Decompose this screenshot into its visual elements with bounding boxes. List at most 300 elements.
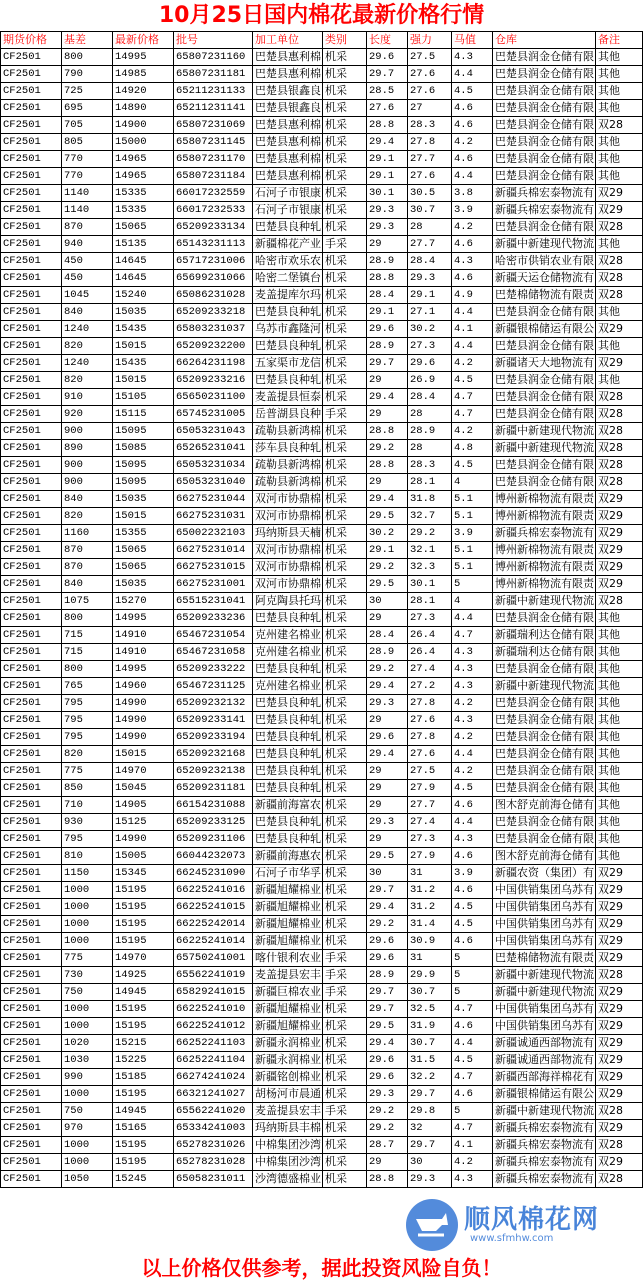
cell-futures-price: CF2501 [1,984,62,1001]
cell-basis: 770 [62,151,113,168]
cell-basis: 1240 [62,355,113,372]
table-row [1,134,643,151]
table-row [1,372,643,389]
cell-latest-price: 15125 [113,814,174,831]
cell-latest-price: 14970 [113,763,174,780]
table-header-row [1,32,643,49]
cell-category: 机采 [323,814,367,831]
cell-basis: 1000 [62,882,113,899]
cell-micronaire: 4.7 [452,1069,493,1086]
cell-latest-price: 14645 [113,270,174,287]
cell-batch-number: 65562241019 [174,967,253,984]
cell-batch-number: 65334241003 [174,1120,253,1137]
cell-basis: 800 [62,661,113,678]
cell-micronaire: 4.9 [452,287,493,304]
cell-latest-price: 15335 [113,202,174,219]
cell-strength: 29.6 [408,355,452,372]
cell-warehouse: 博州新棉物流有限责 [493,542,596,559]
cell-strength: 26.4 [408,627,452,644]
cell-latest-price: 14910 [113,644,174,661]
cell-strength: 32 [408,1120,452,1137]
cell-warehouse: 巴楚县润金仓储有限 [493,151,596,168]
cell-micronaire: 4.3 [452,831,493,848]
cell-processor: 新疆前海惠农 [253,848,323,865]
cell-strength: 28.3 [408,117,452,134]
cell-warehouse: 巴楚县润金仓储有限 [493,117,596,134]
cell-strength: 28.4 [408,389,452,406]
table-row [1,100,643,117]
cell-micronaire: 3.9 [452,202,493,219]
cell-strength: 27.8 [408,134,452,151]
cell-latest-price: 14990 [113,729,174,746]
table-row [1,355,643,372]
table-row [1,525,643,542]
cell-remark: 双29 [596,491,643,508]
cell-basis: 840 [62,304,113,321]
cell-remark: 其他 [596,831,643,848]
cell-micronaire: 4.6 [452,270,493,287]
table-row [1,542,643,559]
cell-micronaire: 4 [452,593,493,610]
cell-length: 29.3 [367,814,408,831]
cell-strength: 27.6 [408,83,452,100]
cell-strength: 31.8 [408,491,452,508]
cell-latest-price: 15240 [113,287,174,304]
cell-batch-number: 65807231069 [174,117,253,134]
cell-latest-price: 15355 [113,525,174,542]
cell-category: 机采 [323,1154,367,1171]
cell-remark: 双29 [596,525,643,542]
cell-basis: 750 [62,1103,113,1120]
cell-remark: 双28 [596,423,643,440]
cell-processor: 巴楚县良种轧 [253,219,323,236]
cell-category: 机采 [323,1018,367,1035]
cell-remark: 双29 [596,321,643,338]
cell-batch-number: 65209231181 [174,780,253,797]
cell-futures-price: CF2501 [1,219,62,236]
cell-category: 机采 [323,695,367,712]
cell-futures-price: CF2501 [1,848,62,865]
cell-latest-price: 14900 [113,117,174,134]
cell-batch-number: 65803231037 [174,321,253,338]
cell-length: 28.5 [367,83,408,100]
cell-micronaire: 4.6 [452,882,493,899]
cell-warehouse: 中国供销集团乌苏有 [493,882,596,899]
cell-strength: 28.9 [408,423,452,440]
cell-remark: 其他 [596,814,643,831]
cell-processor: 莎车县良种轧 [253,440,323,457]
cell-warehouse: 新疆瑞利达仓储有限 [493,627,596,644]
cell-batch-number: 66017232533 [174,202,253,219]
cell-remark: 双28 [596,440,643,457]
cell-category: 机采 [323,882,367,899]
cell-batch-number: 66275231001 [174,576,253,593]
cell-strength: 28.4 [408,253,452,270]
cell-basis: 715 [62,627,113,644]
cell-length: 29 [367,406,408,423]
cell-length: 28.4 [367,287,408,304]
cell-latest-price: 15035 [113,304,174,321]
cell-warehouse: 博州新棉物流有限责 [493,559,596,576]
cell-remark: 其他 [596,848,643,865]
cell-futures-price: CF2501 [1,440,62,457]
cell-length: 29.7 [367,1001,408,1018]
cell-micronaire: 5 [452,950,493,967]
cell-micronaire: 4.7 [452,627,493,644]
cell-remark: 双29 [596,508,643,525]
cell-length: 28.8 [367,270,408,287]
cell-latest-price: 15195 [113,1001,174,1018]
cell-processor: 巴楚县良种轧 [253,763,323,780]
cell-batch-number: 66017232559 [174,185,253,202]
cell-batch-number: 66275231044 [174,491,253,508]
cell-basis: 795 [62,712,113,729]
table-row [1,304,643,321]
cell-basis: 1160 [62,525,113,542]
cell-remark: 其他 [596,797,643,814]
table-row [1,1086,643,1103]
cell-strength: 28 [408,440,452,457]
cell-basis: 900 [62,474,113,491]
cell-remark: 双28 [596,967,643,984]
cell-micronaire: 4.3 [452,678,493,695]
cell-micronaire: 4.6 [452,848,493,865]
cell-strength: 27.6 [408,712,452,729]
table-row [1,117,643,134]
cell-category: 机采 [323,474,367,491]
cell-basis: 725 [62,83,113,100]
cell-basis: 1240 [62,321,113,338]
cell-futures-price: CF2501 [1,406,62,423]
cell-basis: 900 [62,423,113,440]
cell-remark: 其他 [596,678,643,695]
cell-warehouse: 新疆中新建现代物流 [493,1103,596,1120]
cell-category: 机采 [323,1052,367,1069]
cell-micronaire: 4.3 [452,1171,493,1188]
cell-strength: 27.2 [408,678,452,695]
cell-batch-number: 65467231058 [174,644,253,661]
cell-latest-price: 15195 [113,899,174,916]
cell-warehouse: 新疆兵棉宏泰物流有 [493,1154,596,1171]
table-row [1,1069,643,1086]
table-row [1,916,643,933]
cell-length: 29.4 [367,389,408,406]
cell-warehouse: 新疆银棉储运有限公 [493,1086,596,1103]
col-length: 长度 [367,32,408,49]
cell-processor: 新疆铭创棉业 [253,1069,323,1086]
cell-category: 机采 [323,1171,367,1188]
cell-basis: 1050 [62,1171,113,1188]
cell-micronaire: 4.5 [452,780,493,797]
cell-batch-number: 66225241014 [174,933,253,950]
cell-warehouse: 巴楚县润金仓储有限 [493,49,596,66]
cell-futures-price: CF2501 [1,134,62,151]
cell-processor: 哈密二堡镇台 [253,270,323,287]
cell-basis: 870 [62,219,113,236]
cell-processor: 巴楚县良种轧 [253,372,323,389]
cell-warehouse: 图木舒克前海仓储有 [493,797,596,814]
table-row [1,338,643,355]
table-row [1,1103,643,1120]
cell-processor: 中棉集团沙湾 [253,1154,323,1171]
cell-remark: 双28 [596,287,643,304]
cell-strength: 27.1 [408,304,452,321]
cell-length: 29 [367,831,408,848]
table-row [1,814,643,831]
cell-strength: 31.2 [408,899,452,916]
cell-processor: 新疆旭耀棉业 [253,933,323,950]
cell-micronaire: 4.3 [452,661,493,678]
table-row [1,848,643,865]
cell-basis: 790 [62,66,113,83]
cell-basis: 810 [62,848,113,865]
cell-length: 29.4 [367,491,408,508]
cell-futures-price: CF2501 [1,355,62,372]
cell-latest-price: 15195 [113,1154,174,1171]
cell-basis: 910 [62,389,113,406]
cell-warehouse: 新疆中新建现代物流 [493,423,596,440]
table-row [1,865,643,882]
cell-batch-number: 66245231090 [174,865,253,882]
cell-micronaire: 4.4 [452,304,493,321]
cell-batch-number: 65750241001 [174,950,253,967]
table-row [1,236,643,253]
cell-warehouse: 中国供销集团乌苏有 [493,1018,596,1035]
cell-basis: 1045 [62,287,113,304]
cell-strength: 27.8 [408,695,452,712]
cell-latest-price: 15015 [113,338,174,355]
table-row [1,627,643,644]
cell-remark: 其他 [596,151,643,168]
cell-latest-price: 15065 [113,559,174,576]
cell-basis: 705 [62,117,113,134]
cell-latest-price: 14970 [113,950,174,967]
cell-futures-price: CF2501 [1,950,62,967]
cell-latest-price: 15085 [113,440,174,457]
cell-processor: 巴楚县惠利棉 [253,49,323,66]
cell-remark: 其他 [596,610,643,627]
table-row [1,1001,643,1018]
cell-warehouse: 巴楚县润金仓储有限 [493,304,596,321]
cell-futures-price: CF2501 [1,491,62,508]
cell-strength: 27.7 [408,236,452,253]
cell-basis: 795 [62,695,113,712]
cell-processor: 新疆前海富农 [253,797,323,814]
cell-futures-price: CF2501 [1,610,62,627]
cell-category: 机采 [323,117,367,134]
cell-category: 机采 [323,797,367,814]
cell-basis: 695 [62,100,113,117]
cell-basis: 770 [62,168,113,185]
cell-micronaire: 4.6 [452,117,493,134]
cell-latest-price: 15095 [113,457,174,474]
cell-warehouse: 新疆兵棉宏泰物流有 [493,525,596,542]
cell-micronaire: 3.9 [452,525,493,542]
cell-strength: 28 [408,219,452,236]
cell-length: 29.5 [367,576,408,593]
cell-processor: 巴楚县惠利棉 [253,134,323,151]
cell-warehouse: 巴楚县润金仓储有限 [493,134,596,151]
cell-futures-price: CF2501 [1,746,62,763]
cell-batch-number: 65807231160 [174,49,253,66]
table-row [1,746,643,763]
cell-futures-price: CF2501 [1,372,62,389]
cell-batch-number: 65211231141 [174,100,253,117]
cell-micronaire: 4.5 [452,916,493,933]
cell-category: 机采 [323,270,367,287]
cell-batch-number: 65053231040 [174,474,253,491]
cell-warehouse: 巴楚县润金仓储有限 [493,661,596,678]
cell-remark: 双28 [596,219,643,236]
cell-futures-price: CF2501 [1,389,62,406]
cell-length: 29.6 [367,729,408,746]
cell-latest-price: 15015 [113,372,174,389]
cell-category: 机采 [323,1069,367,1086]
cell-warehouse: 巴楚县润金仓储有限 [493,168,596,185]
cell-warehouse: 新疆中新建现代物流 [493,967,596,984]
cell-category: 机采 [323,576,367,593]
cell-latest-price: 15335 [113,185,174,202]
cell-batch-number: 65209232200 [174,338,253,355]
cell-warehouse: 巴楚县润金仓储有限 [493,474,596,491]
cell-latest-price: 15065 [113,219,174,236]
cell-remark: 其他 [596,66,643,83]
cell-remark: 双29 [596,933,643,950]
cell-strength: 27.9 [408,848,452,865]
cell-micronaire: 4.2 [452,1154,493,1171]
watermark-name: 顺风棉花网 [464,1205,600,1235]
cell-futures-price: CF2501 [1,202,62,219]
cell-category: 机采 [323,321,367,338]
logo-icon [402,1195,462,1255]
cell-warehouse: 博州新棉物流有限责 [493,576,596,593]
cell-batch-number: 66225241015 [174,899,253,916]
cell-latest-price: 14995 [113,49,174,66]
cell-warehouse: 巴楚县润金仓储有限 [493,66,596,83]
cell-length: 29.7 [367,66,408,83]
cell-processor: 新疆永润棉业 [253,1052,323,1069]
cell-micronaire: 4.2 [452,355,493,372]
cell-futures-price: CF2501 [1,797,62,814]
cell-futures-price: CF2501 [1,321,62,338]
cell-futures-price: CF2501 [1,882,62,899]
table-row [1,168,643,185]
cell-latest-price: 14905 [113,797,174,814]
cell-remark: 双29 [596,865,643,882]
cell-batch-number: 65562241020 [174,1103,253,1120]
cell-length: 28.7 [367,1137,408,1154]
cell-latest-price: 15165 [113,1120,174,1137]
cell-strength: 32.7 [408,508,452,525]
cell-micronaire: 4.5 [452,457,493,474]
cell-remark: 其他 [596,338,643,355]
cell-length: 29.6 [367,933,408,950]
cell-latest-price: 14990 [113,831,174,848]
cell-category: 手采 [323,984,367,1001]
cell-warehouse: 巴楚县润金仓储有限 [493,219,596,236]
cell-strength: 27.8 [408,729,452,746]
cell-length: 28.8 [367,423,408,440]
cell-batch-number: 65807231181 [174,66,253,83]
cell-basis: 750 [62,984,113,1001]
cell-batch-number: 65209233216 [174,372,253,389]
cell-category: 机采 [323,372,367,389]
cell-micronaire: 4.6 [452,151,493,168]
table-row [1,933,643,950]
cell-length: 29.2 [367,440,408,457]
cell-warehouse: 新疆兵棉宏泰物流有 [493,1137,596,1154]
cell-micronaire: 4 [452,474,493,491]
cell-futures-price: CF2501 [1,49,62,66]
cell-basis: 1000 [62,933,113,950]
cell-futures-price: CF2501 [1,508,62,525]
cell-futures-price: CF2501 [1,1103,62,1120]
cell-category: 机采 [323,338,367,355]
table-row [1,1018,643,1035]
cell-futures-price: CF2501 [1,100,62,117]
cell-category: 机采 [323,780,367,797]
cell-warehouse: 新疆中新建现代物流 [493,678,596,695]
cell-length: 29 [367,236,408,253]
cell-warehouse: 新疆中新建现代物流 [493,236,596,253]
cell-length: 29.1 [367,304,408,321]
cell-remark: 双29 [596,559,643,576]
cell-length: 29.7 [367,984,408,1001]
cell-batch-number: 65265231041 [174,440,253,457]
cell-basis: 1000 [62,1154,113,1171]
cell-strength: 28.1 [408,474,452,491]
table-row [1,882,643,899]
cell-length: 29 [367,763,408,780]
cell-category: 机采 [323,559,367,576]
cell-basis: 1150 [62,865,113,882]
cell-category: 机采 [323,253,367,270]
cell-batch-number: 66225241012 [174,1018,253,1035]
cell-category: 机采 [323,151,367,168]
table-row [1,763,643,780]
cell-category: 机采 [323,168,367,185]
cell-futures-price: CF2501 [1,474,62,491]
cell-batch-number: 65807231170 [174,151,253,168]
cell-length: 28.9 [367,967,408,984]
cell-batch-number: 65745231005 [174,406,253,423]
cell-micronaire: 4.6 [452,1018,493,1035]
col-latest-price: 最新价格 [113,32,174,49]
cell-micronaire: 4.3 [452,644,493,661]
cell-strength: 27.5 [408,49,452,66]
cell-remark: 双29 [596,1069,643,1086]
cell-latest-price: 14965 [113,168,174,185]
disclaimer: 以上价格仅供参考，据此投资风险自负！ [141,1256,502,1280]
cell-basis: 890 [62,440,113,457]
cell-micronaire: 4.7 [452,1120,493,1137]
cell-micronaire: 4.4 [452,338,493,355]
cell-micronaire: 5 [452,984,493,1001]
cell-futures-price: CF2501 [1,168,62,185]
cell-futures-price: CF2501 [1,559,62,576]
cell-futures-price: CF2501 [1,236,62,253]
cell-latest-price: 14965 [113,151,174,168]
cell-remark: 其他 [596,695,643,712]
table-row [1,661,643,678]
cell-processor: 巴楚县惠利棉 [253,117,323,134]
cell-processor: 喀什银利农业 [253,950,323,967]
cell-category: 机采 [323,916,367,933]
cell-category: 机采 [323,1001,367,1018]
cell-length: 28.8 [367,117,408,134]
cell-warehouse: 图木舒克前海仓储有 [493,848,596,865]
cell-remark: 双29 [596,984,643,1001]
